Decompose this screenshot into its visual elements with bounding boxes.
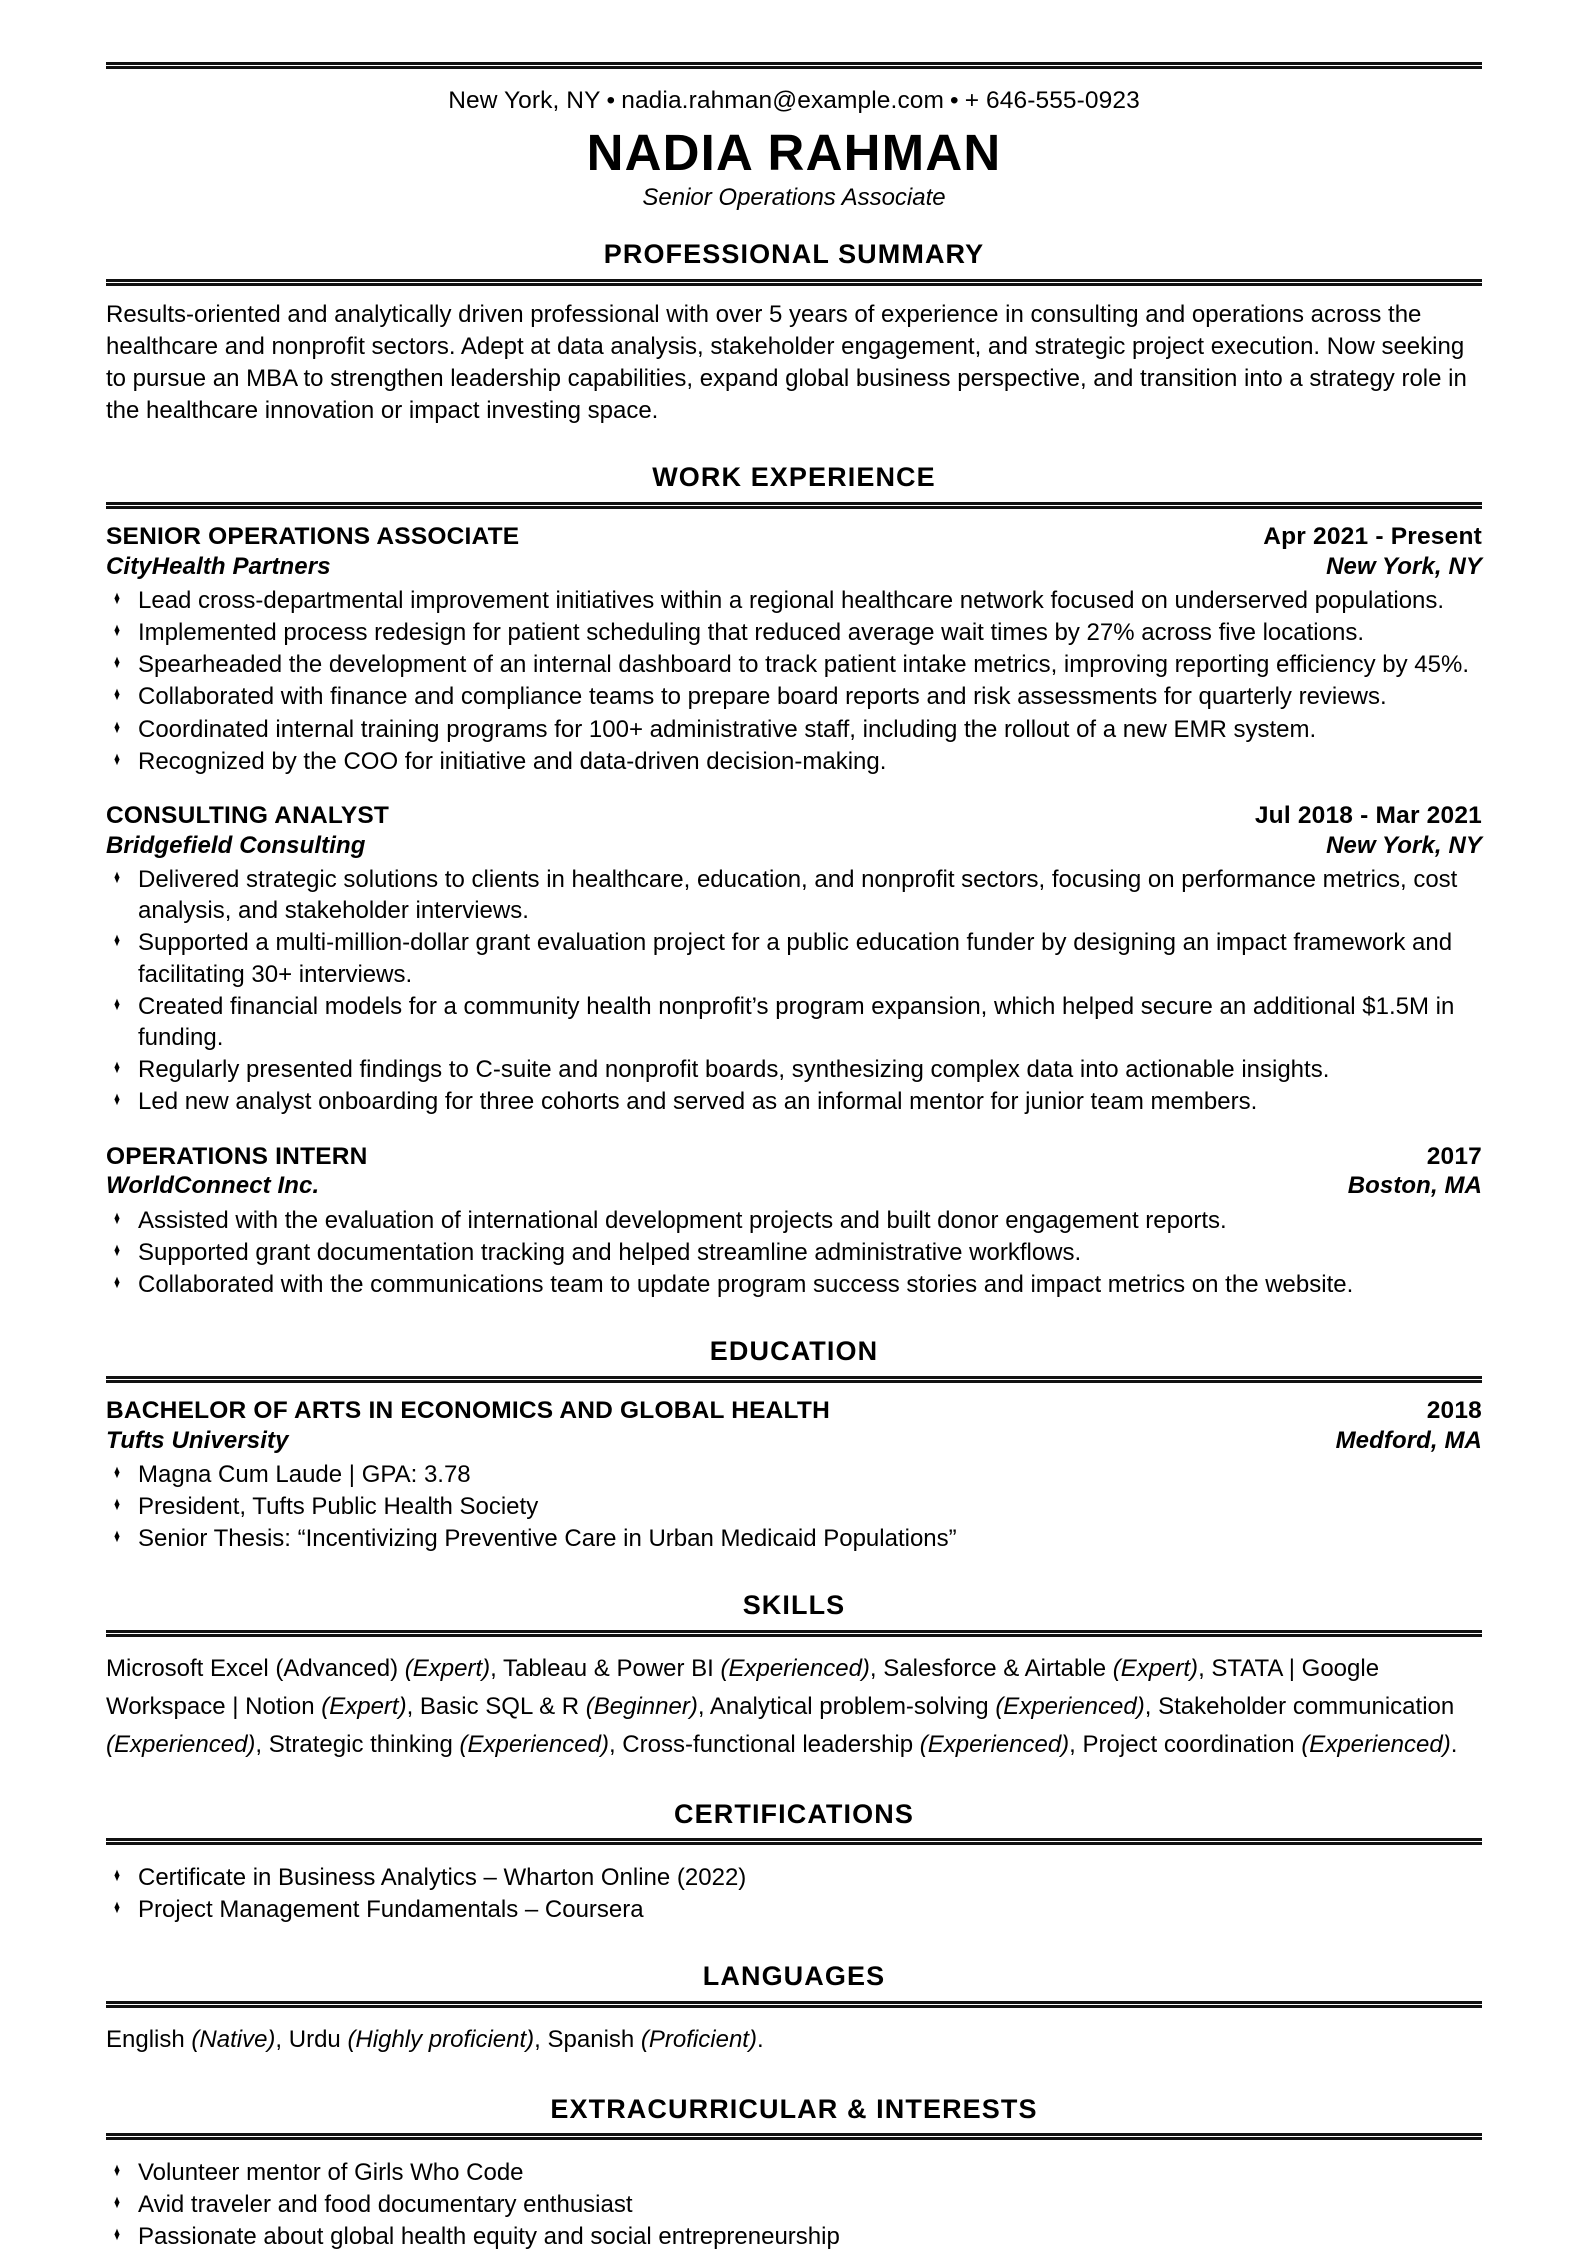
certifications-body	[106, 1845, 1482, 1925]
list-item	[106, 649, 1482, 680]
list-item-text: Delivered strategic solutions to clients in healthcare, education, and nonprofit sectors, focusing on performance metrics, cost analysis, and stakeholder interviews.	[138, 866, 1458, 925]
diamond-bullet-icon: ♦	[114, 2159, 121, 2181]
section-title-summary: PROFESSIONAL SUMMARY	[603, 239, 985, 270]
inline-item-name: Spanish	[547, 2025, 641, 2053]
list-item-text: Assisted with the evaluation of international development projects and built donor engagement reports.	[138, 1206, 1227, 1234]
section-rule-education	[106, 1376, 1482, 1383]
extracurricular-bullet-list	[106, 2157, 1482, 2253]
section-languages	[106, 1960, 1482, 2058]
diamond-bullet-icon: ♦	[114, 2224, 121, 2246]
list-item-text: Magna Cum Laude | GPA: 3.78	[138, 1460, 471, 1488]
education-entry-header	[106, 1396, 1482, 1426]
section-rule-work	[106, 502, 1482, 509]
list-item	[106, 746, 1482, 777]
work-dates: 2017	[1426, 1142, 1482, 1170]
section-skills	[106, 1589, 1482, 1763]
list-item-text: Senior Thesis: “Incentivizing Preventive Care in Urban Medicaid Populations”	[138, 1525, 957, 1553]
education-body	[106, 1383, 1482, 1555]
diamond-bullet-icon: ♦	[114, 993, 121, 1015]
list-item-text: Regularly presented findings to C-suite and nonprofit boards, synthesizing complex data into actionable insights.	[138, 1056, 1330, 1084]
list-item	[106, 1269, 1482, 1300]
contact-phone[interactable]: + 646-555-0923	[964, 87, 1140, 114]
inline-item-separator: .	[756, 2025, 764, 2053]
list-item	[106, 1523, 1482, 1554]
inline-item-name: English	[106, 2025, 192, 2053]
work-location: Boston, MA	[1347, 1172, 1482, 1200]
work-dates: Jul 2018 - Mar 2021	[1254, 801, 1482, 829]
list-item-text: Led new analyst onboarding for three cohorts and served as an informal mentor for junior team members.	[138, 1088, 1258, 1116]
inline-item-level: (Experienced)	[995, 1692, 1145, 1720]
inline-item-name: Strategic thinking	[268, 1730, 460, 1758]
list-item	[106, 927, 1482, 989]
diamond-bullet-icon: ♦	[114, 716, 121, 738]
contact-separator-2: •	[950, 87, 959, 114]
section-title-extracurricular: EXTRACURRICULAR & INTERESTS	[550, 2093, 1038, 2124]
section-title-certifications: CERTIFICATIONS	[674, 1798, 914, 1829]
spacer-after-skills	[106, 1764, 1482, 1798]
section-title-skills: SKILLS	[742, 1590, 846, 1621]
inline-item-level: (Experienced)	[720, 1654, 870, 1682]
list-item	[106, 585, 1482, 616]
inline-item-level: (Expert)	[1112, 1654, 1199, 1682]
inline-item-separator: ,	[1198, 1654, 1212, 1682]
work-location: New York, NY	[1326, 552, 1482, 580]
list-item	[106, 617, 1482, 648]
work-dates: Apr 2021 - Present	[1263, 522, 1482, 550]
work-entry-subheader	[106, 831, 1482, 860]
list-item	[106, 714, 1482, 745]
diamond-bullet-icon: ♦	[114, 748, 121, 770]
inline-item-name: STATA | Google Workspace | Notion	[106, 1654, 1380, 1720]
skills-body	[106, 1637, 1482, 1764]
list-item	[106, 2157, 1482, 2188]
inline-item-name: Tableau & Power BI	[503, 1654, 721, 1682]
summary-paragraph: Results-oriented and analytically driven professional with over 5 years of experience in consulting and operations across the healthcare and nonprofit sectors. Adept at data analysis, stakeholder engagement, and strategic project execution. Now seeking to pursue an MBA to strengthen leadership capabilities, expand global business perspective, and transition into a strategy role in the healthcare innovation or impact investing space.	[106, 300, 1467, 425]
candidate-subtitle: Senior Operations Associate	[642, 183, 946, 211]
diamond-bullet-icon: ♦	[114, 587, 121, 609]
work-entry-subheader	[106, 1171, 1482, 1200]
list-item-text: Certificate in Business Analytics – Wharton Online (2022)	[138, 1863, 747, 1891]
work-role: OPERATIONS INTERN	[106, 1142, 368, 1170]
contact-email[interactable]: nadia.rahman@example.com	[621, 87, 945, 114]
inline-item-level: (Native)	[191, 2025, 276, 2053]
list-item-text: Volunteer mentor of Girls Who Code	[138, 2158, 524, 2186]
contact-location: New York, NY	[448, 87, 601, 114]
diamond-bullet-icon: ♦	[114, 867, 121, 889]
diamond-bullet-icon: ♦	[114, 1207, 121, 1229]
inline-item-separator: ,	[275, 2025, 289, 2053]
inline-item-separator: ,	[697, 1692, 710, 1720]
inline-item-name: Stakeholder communication	[1158, 1692, 1455, 1720]
spacer-after-certifications	[106, 1926, 1482, 1960]
certifications-bullet-list	[106, 1862, 1482, 1925]
section-rule-skills	[106, 1630, 1482, 1637]
skills-list	[106, 1650, 1482, 1764]
work-entry	[106, 522, 1482, 777]
header-top-rule	[106, 62, 1482, 69]
work-entry	[106, 801, 1482, 1118]
work-entry	[106, 1142, 1482, 1301]
diamond-bullet-icon: ♦	[114, 1864, 121, 1886]
list-item-text: Passionate about global health equity and social entrepreneurship	[138, 2223, 840, 2251]
section-rule-languages	[106, 2001, 1482, 2008]
spacer-after-education	[106, 1555, 1482, 1589]
inline-item-level: (Highly proficient)	[347, 2025, 535, 2053]
education-school: Tufts University	[106, 1426, 289, 1454]
work-bullet-list	[106, 864, 1482, 1118]
languages-body	[106, 2008, 1482, 2059]
list-item-text: Supported grant documentation tracking and helped streamline administrative workflows.	[138, 1238, 1082, 1266]
list-item	[106, 1205, 1482, 1236]
inline-item-separator: ,	[490, 1654, 504, 1682]
diamond-bullet-icon: ♦	[114, 684, 121, 706]
education-entry-subheader	[106, 1426, 1482, 1455]
list-item-text: Project Management Fundamentals – Coursera	[138, 1896, 644, 1924]
diamond-bullet-icon: ♦	[114, 620, 121, 642]
inline-item-separator: ,	[406, 1692, 420, 1720]
list-item	[106, 1862, 1482, 1893]
list-item	[106, 1086, 1482, 1117]
diamond-bullet-icon: ♦	[114, 2192, 121, 2214]
summary-body	[106, 286, 1482, 428]
spacer-after-work	[106, 1301, 1482, 1335]
section-rule-certifications	[106, 1838, 1482, 1845]
list-item-text: Recognized by the COO for initiative and data-driven decision-making.	[138, 747, 887, 775]
section-title-languages: LANGUAGES	[702, 1961, 886, 1992]
diamond-bullet-icon: ♦	[114, 1057, 121, 1079]
education-bullet-list	[106, 1459, 1482, 1555]
diamond-bullet-icon: ♦	[114, 652, 121, 674]
inline-item-separator: ,	[1069, 1730, 1083, 1758]
list-item-text: Implemented process redesign for patient scheduling that reduced average wait times by 27% across five locations.	[138, 619, 1364, 647]
inline-item-level: (Expert)	[404, 1654, 491, 1682]
diamond-bullet-icon: ♦	[114, 1239, 121, 1261]
contact-line	[106, 86, 1482, 115]
list-item	[106, 2189, 1482, 2220]
extracurricular-body	[106, 2140, 1482, 2253]
section-rule-extracurricular	[106, 2133, 1482, 2140]
list-item-text: Lead cross-departmental improvement initiatives within a regional healthcare network focused on underserved populations.	[138, 586, 1445, 614]
education-entry	[106, 1396, 1482, 1555]
section-title-education: EDUCATION	[709, 1336, 879, 1367]
work-role: SENIOR OPERATIONS ASSOCIATE	[106, 522, 520, 550]
list-item-text: Supported a multi-million-dollar grant evaluation project for a public education funder by designing an impact framework and facilitating 30+ interviews.	[138, 929, 1453, 988]
work-entry-subheader	[106, 552, 1482, 581]
diamond-bullet-icon: ♦	[114, 1526, 121, 1548]
inline-item-name: Urdu	[288, 2025, 348, 2053]
inline-item-separator: ,	[869, 1654, 884, 1682]
diamond-bullet-icon: ♦	[114, 930, 121, 952]
inline-item-level: (Experienced)	[459, 1730, 609, 1758]
diamond-bullet-icon: ♦	[114, 1272, 121, 1294]
list-item	[106, 681, 1482, 712]
inline-item-name: Cross-functional leadership	[622, 1730, 920, 1758]
list-item	[106, 1491, 1482, 1522]
list-item	[106, 1054, 1482, 1085]
diamond-bullet-icon: ♦	[114, 1897, 121, 1919]
section-work-experience	[106, 461, 1482, 1300]
work-body	[106, 509, 1482, 1301]
section-professional-summary	[106, 238, 1482, 427]
inline-item-level: (Proficient)	[640, 2025, 757, 2053]
diamond-bullet-icon: ♦	[114, 1461, 121, 1483]
diamond-bullet-icon: ♦	[114, 1089, 121, 1111]
inline-item-level: (Expert)	[321, 1692, 407, 1720]
list-item-text: Avid traveler and food documentary enthusiast	[138, 2191, 633, 2219]
work-company: WorldConnect Inc.	[106, 1172, 320, 1200]
inline-item-level: (Experienced)	[106, 1730, 256, 1758]
work-location: New York, NY	[1326, 831, 1482, 859]
section-rule-summary	[106, 279, 1482, 286]
candidate-name: NADIA RAHMAN	[586, 124, 1002, 182]
inline-item-separator: ,	[1144, 1692, 1159, 1720]
section-title-work: WORK EXPERIENCE	[652, 462, 936, 493]
list-item	[106, 1237, 1482, 1268]
list-item	[106, 864, 1482, 926]
list-item-text: Spearheaded the development of an internal dashboard to track patient intake metrics, improving reporting efficiency by 45%.	[138, 651, 1470, 679]
spacer-after-languages	[106, 2059, 1482, 2093]
list-item	[106, 991, 1482, 1053]
list-item-text: Collaborated with finance and compliance teams to prepare board reports and risk assessments for quarterly reviews.	[138, 683, 1387, 711]
education-degree: BACHELOR OF ARTS IN ECONOMICS AND GLOBAL HEALTH	[106, 1396, 830, 1424]
list-item-text: Collaborated with the communications team to update program success stories and impact metrics on the website.	[138, 1271, 1354, 1299]
inline-item-separator: ,	[255, 1730, 269, 1758]
inline-item-separator: ,	[608, 1730, 623, 1758]
inline-item-name: Basic SQL & R	[419, 1692, 586, 1720]
inline-item-name: Analytical problem-solving	[709, 1692, 996, 1720]
work-bullet-list	[106, 1205, 1482, 1301]
inline-item-name: Microsoft Excel (Advanced)	[106, 1654, 405, 1682]
list-item	[106, 2221, 1482, 2252]
inline-item-separator: .	[1450, 1730, 1458, 1758]
list-item-text: Created financial models for a community health nonprofit’s program expansion, which helped secure an additional $1.5M in funding.	[138, 992, 1455, 1052]
inline-item-level: (Experienced)	[1301, 1730, 1451, 1758]
inline-item-separator: ,	[534, 2025, 548, 2053]
section-education	[106, 1335, 1482, 1554]
work-entry-header	[106, 522, 1482, 552]
education-location: Medford, MA	[1335, 1426, 1482, 1454]
work-role: CONSULTING ANALYST	[106, 801, 390, 829]
work-entry-header	[106, 801, 1482, 831]
inline-item-name: Salesforce & Airtable	[883, 1654, 1113, 1682]
spacer-after-summary	[106, 427, 1482, 461]
work-entry-header	[106, 1142, 1482, 1172]
section-extracurricular	[106, 2093, 1482, 2253]
list-item-text: President, Tufts Public Health Society	[138, 1493, 539, 1521]
work-bullet-list	[106, 585, 1482, 777]
list-item	[106, 1459, 1482, 1490]
work-company: Bridgefield Consulting	[106, 831, 366, 859]
education-year: 2018	[1426, 1396, 1482, 1424]
inline-item-level: (Beginner)	[585, 1692, 698, 1720]
work-company: CityHealth Partners	[106, 552, 331, 580]
diamond-bullet-icon: ♦	[114, 1494, 121, 1516]
list-item-text: Coordinated internal training programs for 100+ administrative staff, including the rollout of a new EMR system.	[138, 715, 1317, 743]
inline-item-name: Project coordination	[1082, 1730, 1302, 1758]
section-certifications	[106, 1798, 1482, 1926]
list-item	[106, 1894, 1482, 1925]
inline-item-level: (Experienced)	[919, 1730, 1070, 1758]
languages-list	[106, 2021, 1482, 2059]
contact-separator-1: •	[606, 87, 616, 114]
